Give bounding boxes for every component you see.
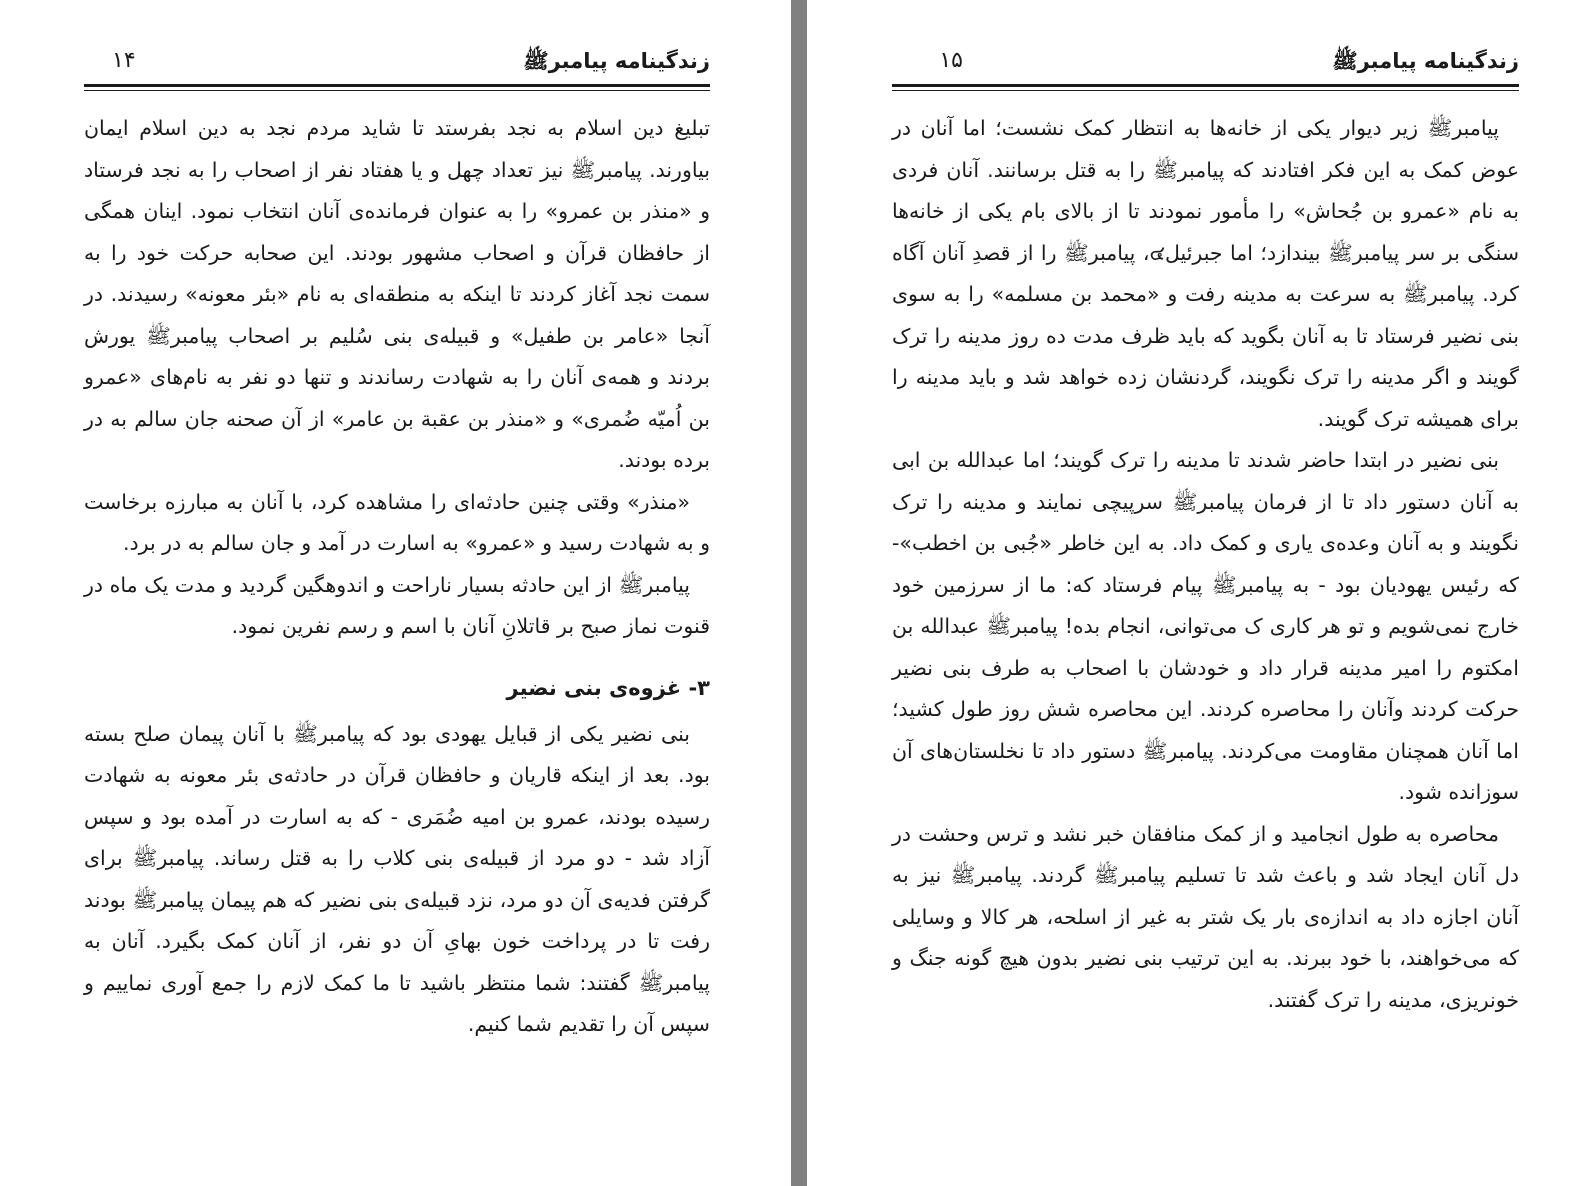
header-rule-thick [84,84,710,87]
left-page [84,0,710,1186]
right-page [892,0,1519,1186]
left-page-number: ۱۴ [112,48,136,73]
right-header-title: زندگینامه پیامبرﷺ [1332,49,1519,73]
paragraph: محاصره به طول انجامید و از کمک منافقان خبر نشد و ترس وحشت در دل آنان ایجاد شد و باعث شد تا تسلیم پیامبرﷺ گردند. پیامبرﷺ نیز به آنان اجازه داد به اندازه‌ی بار یک شتر به غیر از اسلحه، هر کالا و وسایلی که می‌خواهند، با خود ببرند. به این ترتیب بنی نضیر بدون هیچ گونه جنگ و خونریزی، مدینه را ترک گفتند. [892,821,1519,1012]
paragraph: بنی نضیر در ابتدا حاضر شدند تا مدینه را ترک گویند؛ اما عبدالله بن ابی به آنان دستور داد تا از فرمان پیامبرﷺ سرپیچی نمایند و مدینه را ترک نگویند و به آنان وعده‌ی یاری و کمک داد. به این خاطر «جُبی بن اخطب»- که رئیس یهودیان بود - به پیامبرﷺ پیام فرستاد که: ما از سرزمین خود خارج نمی‌شویم و تو هر کاری ک می‌توانی، انجام بده! پیامبرﷺ عبدالله بن امکتوم را امیر مدینه قرار داد و خودشان با اصحاب به طرف بنی نضیر حرکت کردند وآنان را محاصره کردند. این محاصره شش روز طول کشید؛ اما آنان همچنان مقاومت می‌کردند. پیامبرﷺ دستور داد تا نخلستان‌های آن سوزانده شود. [892,448,1519,804]
left-header-title: زندگینامه پیامبرﷺ [523,49,710,73]
header-rule-thin [892,90,1519,91]
header-rule-thin [84,90,710,91]
paragraph: تبلیغ دین اسلام به نجد بفرستد تا شاید مردم نجد به دین اسلام ایمان بیاورند. پیامبرﷺ نیز تعداد چهل و یا هفتاد نفر از اصحاب را به نجد فرستاد و «منذر بن عمرو» را به عنوان فرمانده‌ی آنان انتخاب نمود. اینان همگی از حافظان قرآن و اصحاب مشهور بودند. این صحابه حرکت خود را به سمت نجد آغاز کردند تا اینکه به منطقه‌ای به نام «بئر معونه» رسیدند. در آنجا «عامر بن طفیل» و قبیله‌ی بنی سُلیم بر اصحاب پیامبرﷺ یورش بردند و همه‌ی آنان را به شهادت رساندند و تنها دو نفر به نام‌های «عمرو بن اُمیّه ضُمری» و «منذر بن عقبة بن عامر» از آن صحنه جان سالم به در برده بودند. [84,116,710,472]
left-page-body [84,94,710,1046]
header-rule-thick [892,84,1519,87]
left-page-header [84,0,710,94]
book-gutter [791,0,807,1186]
paragraph: «منذر» وقتی چنین حادثه‌ای را مشاهده کرد، با آنان به مبارزه برخاست و به شهادت رسید و «عمرو» به اسارت در آمد و جان سالم به در برد. [84,489,710,555]
right-page-number: ۱۵ [939,48,963,73]
paragraph: پیامبرﷺ زیر دیوار یکی از خانه‌ها به انتظار کمک نشست؛ اما آنان در عوض کمک به این فکر افتادند که پیامبرﷺ را به قتل برسانند. آنان فردی به نام «عمرو بن جُحاش» را مأمور نمودند تا از بالای بام یکی از خانه‌ها سنگی بر سر پیامبرﷺ بیندازد؛ اما جبرئیل๔، پیامبرﷺ را از قصدِ آنان آگاه کرد. پیامبرﷺ به سرعت به مدینه رفت و «محمد بن مسلمه» را به سوی بنی نضیر فرستاد تا به آنان بگوید که باید ظرف مدت ده روز مدینه را ترک گویند و اگر مدینه را ترک نگویند، گردنشان زده خواهد شد و باید مدینه را برای همیشه ترک گویند. [892,116,1520,431]
right-page-header [892,0,1519,94]
right-page-body [892,94,1519,1021]
section-heading: ۳- غزوه‌ی بنی نضیر [506,675,710,700]
paragraph: پیامبرﷺ از این حادثه بسیار ناراحت و اندوهگین گردید و مدت یک ماه در قنوت نماز صبح بر قاتلانِ آنان با اسم و رسم نفرین نمود. [84,572,710,638]
paragraph: بنی نضیر یکی از قبایل یهودی بود که پیامبرﷺ با آنان پیمان صلح بسته بود. بعد از اینکه قاریان و حافظان قرآن در حادثه‌ی بئر معونه به شهادت رسیده بودند، عمرو بن امیه ضُمَری - که به اسارت در آمده بود و سپس آزاد شد - دو مرد از قبیله‌ی بنی کلاب را به قتل رساند. پیامبرﷺ برای گرفتن فدیه‌ی آن دو مرد، نزد قبیله‌ی بنی نضیر که هم پیمان پیامبرﷺ بودند رفت تا در پرداخت خون بهایِ آن دو نفر، از آنان کمک بگیرد. آنان به پیامبرﷺ گفتند: شما منتظر باشید تا ما کمک لازم را جمع آوری نماییم و سپس آن را تقدیم شما کنیم. [84,721,710,1036]
